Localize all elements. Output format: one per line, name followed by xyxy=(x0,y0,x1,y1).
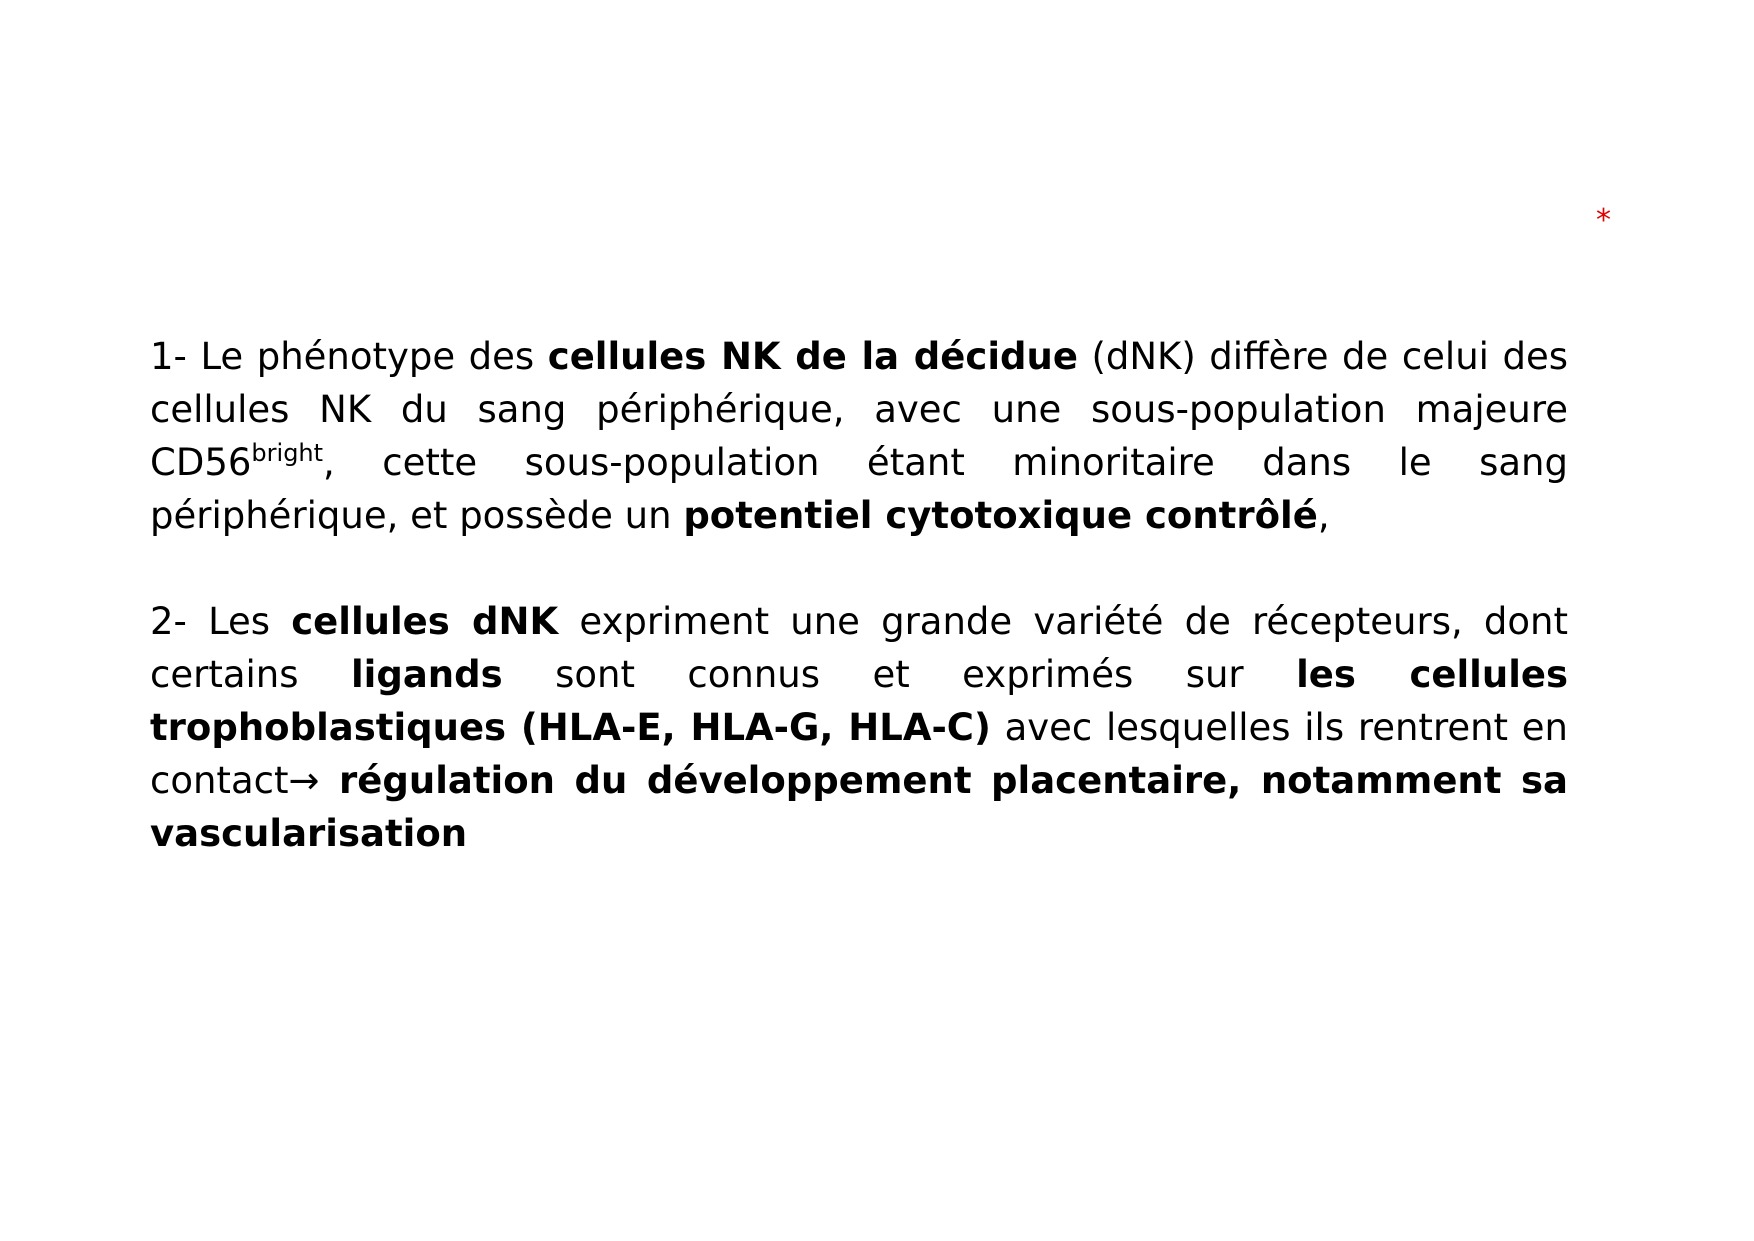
paragraph-2-text-2: expriment une grande variété de récepteurs, dont certains xyxy=(150,600,1568,696)
paragraph-2 xyxy=(150,595,1568,860)
right-arrow-icon: → xyxy=(288,759,320,802)
red-asterisk-marker: * xyxy=(1596,203,1611,238)
paragraph-1-bold-cytotoxic: potentiel cytotoxique contrôlé xyxy=(683,494,1318,537)
paragraph-2-bold-trophoblasts: les cellules trophoblastiques (HLA-E, HLA-G, HLA-C) xyxy=(150,653,1568,749)
paragraph-2-bold-ligands: ligands xyxy=(350,653,503,696)
paragraph-1-text-4: , xyxy=(1317,494,1330,537)
paragraph-2-text-3: sont connus et exprimés sur xyxy=(502,653,1297,696)
paragraph-1-bold-decidual-nk: cellules NK de la décidue xyxy=(547,335,1078,378)
paragraph-1-number: 1- xyxy=(150,335,201,378)
paragraph-1-text-2: (dNK) diffère de celui des cellules NK du sang périphérique, avec une sous-population majeure CD56 xyxy=(150,335,1568,484)
paragraph-2-text-1: Les xyxy=(208,600,292,643)
paragraph-1-text-1: Le phénotype des xyxy=(200,335,548,378)
paragraph-2-bold-dnk: cellules dNK xyxy=(291,600,559,643)
slide-body xyxy=(150,330,1568,860)
paragraph-2-number: 2- xyxy=(150,600,209,643)
paragraph-2-bold-regulation: régulation du développement placentaire, notamment sa vascularisation xyxy=(150,759,1568,855)
paragraph-1-text-3: , cette sous-population étant minoritaire dans le sang périphérique, et possède un xyxy=(150,441,1568,537)
paragraph-2-text-4: avec lesquelles ils rentrent en contact xyxy=(150,706,1568,802)
paragraph-1-superscript-bright: bright xyxy=(251,439,324,467)
paragraph-1 xyxy=(150,330,1568,542)
